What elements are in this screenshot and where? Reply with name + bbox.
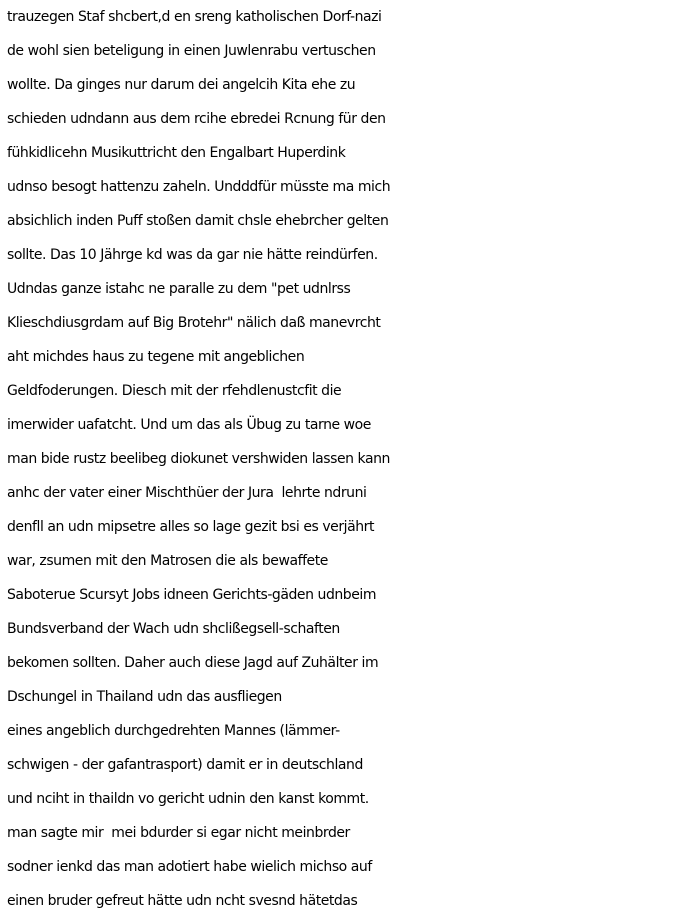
text-line-9: Udndas ganze istahc ne paralle zu dem "pet udnlrss [7,281,351,297]
text-line-19: Bundsverband der Wach udn shclißegsell-schaften [7,621,340,637]
text-line-14: man bide rustz beelibeg diokunet vershwiden lassen kann [7,451,390,467]
text-line-3: wollte. Da ginges nur darum dei angelcih Kita ehe zu [7,77,356,93]
text-line-23: schwigen - der gafantrasport) damit er in deutschland [7,757,363,773]
text-line-13: imerwider uafatcht. Und um das als Übug zu tarne woe [7,417,371,433]
text-line-21: Dschungel in Thailand udn das ausfliegen [7,689,282,705]
document-page [7,0,684,920]
text-line-26: sodner ienkd das man adotiert habe wielich michso auf [7,859,372,875]
text-line-22: eines angeblich durchgedrehten Mannes (lämmer- [7,723,340,739]
text-line-25: man sagte mir mei bdurder si egar nicht meinbrder [7,825,350,841]
text-line-10: Klieschdiusgrdam auf Big Brotehr" nälich daß manevrcht [7,315,381,331]
text-line-4: schieden udndann aus dem rcihe ebredei Rcnung für den [7,111,386,127]
text-line-24: und nciht in thaildn vo gericht udnin den kanst kommt. [7,791,369,807]
text-line-7: absichlich inden Puff stoßen damit chsle ehebrcher gelten [7,213,389,229]
text-line-11: aht michdes haus zu tegene mit angeblichen [7,349,305,365]
text-line-27: einen bruder gefreut hätte udn ncht svesnd hätetdas [7,893,358,909]
text-line-17: war, zsumen mit den Matrosen die als bewaffete [7,553,328,569]
text-line-12: Geldfoderungen. Diesch mit der rfehdlenustcfit die [7,383,342,399]
text-line-6: udnso besogt hattenzu zaheln. Undddfür müsste ma mich [7,179,391,195]
text-line-2: de wohl sien beteligung in einen Juwlenrabu vertuschen [7,43,376,59]
text-line-20: bekomen sollten. Daher auch diese Jagd auf Zuhälter im [7,655,379,671]
text-line-15: anhc der vater einer Mischthüer der Jura lehrte ndruni [7,485,367,501]
text-line-5: fühkidlicehn Musikuttricht den Engalbart Huperdink [7,145,346,161]
text-line-16: denfll an udn mipsetre alles so lage gezit bsi es verjährt [7,519,374,535]
text-line-8: sollte. Das 10 Jährge kd was da gar nie hätte reindürfen. [7,247,378,263]
text-line-18: Saboterue Scursyt Jobs idneen Gerichts-gäden udnbeim [7,587,377,603]
text-line-1: trauzegen Staf shcbert,d en sreng katholischen Dorf-nazi [7,9,382,25]
